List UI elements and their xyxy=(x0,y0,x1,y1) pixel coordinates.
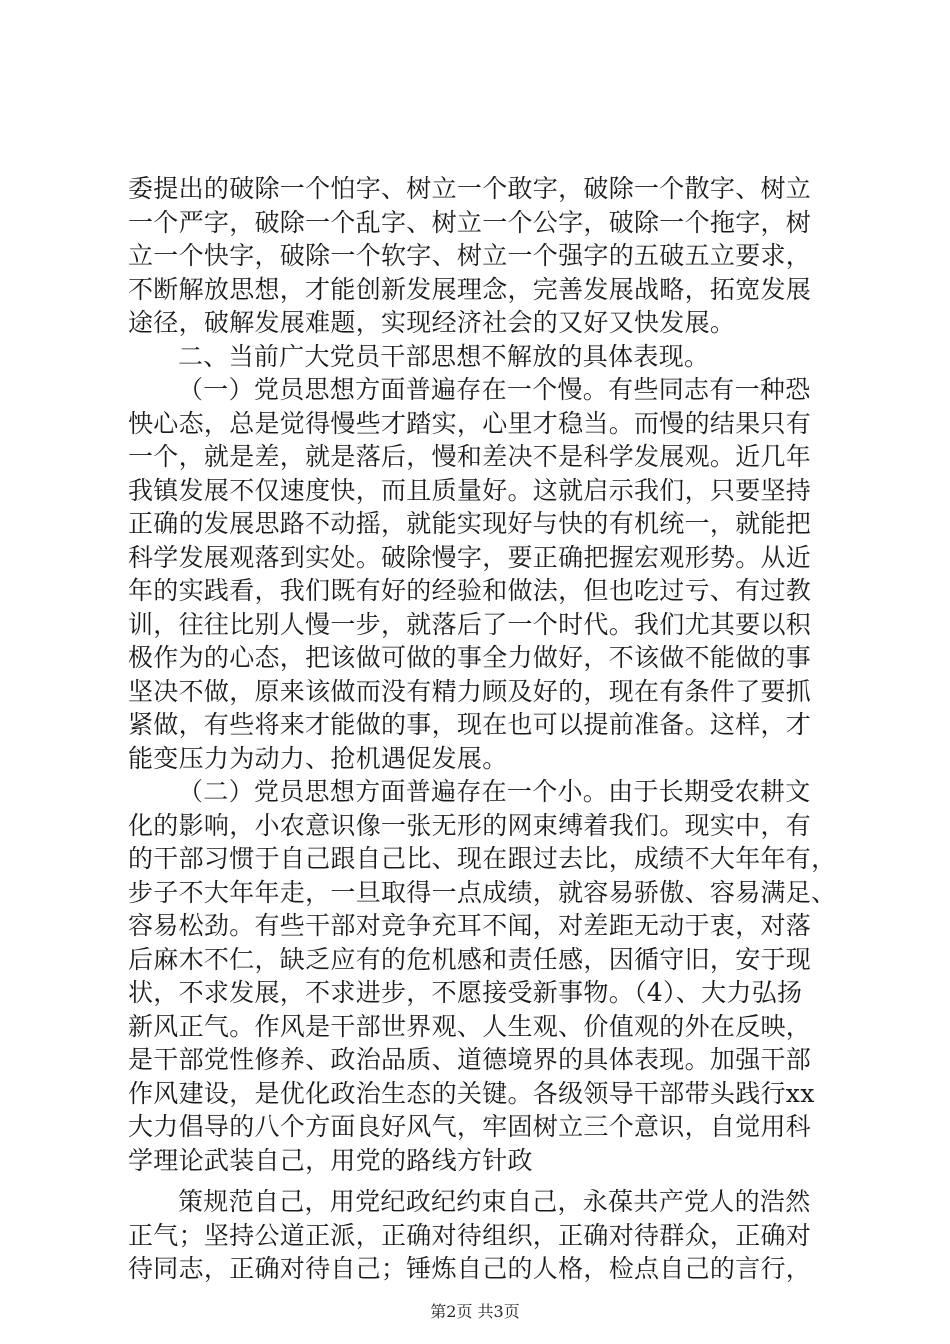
text-line: 委提出的破除一个怕字、树立一个敢字，破除一个散字、树立 xyxy=(128,174,812,203)
text-line: 策规范自己，用党纪政纪约束自己，永葆共产党人的浩然 xyxy=(178,1187,811,1216)
text-line: 一个严字，破除一个乱字、树立一个公字，破除一个拖字，树 xyxy=(128,207,812,237)
text-line: 容易松劲。有些干部对竞争充耳不闻，对差距无动于衷，对落 xyxy=(128,911,812,940)
page-footer: 第2页 共3页 xyxy=(430,1302,520,1321)
text-line: 状，不求发展，不求进步，不愿接受新事物。（4）、大力弘扬 xyxy=(128,978,803,1007)
text-line: 紧做，有些将来才能做的事，现在也可以提前准备。这样，才 xyxy=(128,710,812,739)
text-line: 大力倡导的八个方面良好风气，牢固树立三个意识，自觉用科 xyxy=(128,1112,812,1141)
text-line: 科学发展观落到实处。破除慢字，要正确把握宏观形势。从近 xyxy=(128,542,812,572)
text-line: 是干部党性修养、政治品质、道德境界的具体表现。加强干部 xyxy=(128,1045,812,1074)
body-text xyxy=(128,172,837,1286)
text-line: 立一个快字，破除一个软字、树立一个强字的五破五立要求， xyxy=(128,241,812,270)
text-line: 训，往往比别人慢一步，就落后了一个时代。我们尤其要以积 xyxy=(128,609,812,639)
text-line: （一）党员思想方面普遍存在一个慢。有些同志有一种恐 xyxy=(178,375,811,404)
text-line: 能变压力为动力、抢机遇促发展。 xyxy=(128,743,508,773)
text-line: 新风正气。作风是干部世界观、人生观、价值观的外在反映， xyxy=(128,1011,812,1041)
text-line: （二）党员思想方面普遍存在一个小。由于长期受农耕文 xyxy=(178,777,811,806)
text-line: 二、当前广大党员干部思想不解放的具体表现。 xyxy=(178,341,710,371)
text-line: 的干部习惯于自己跟自己比、现在跟过去比，成绩不大年年有， xyxy=(128,844,837,873)
text-line: 年的实践看，我们既有好的经验和做法，但也吃过亏、有过教 xyxy=(128,576,812,605)
text-line: 不断解放思想，才能创新发展理念，完善发展战略，拓宽发展 xyxy=(128,274,812,304)
text-line: 化的影响，小农意识像一张无形的网束缚着我们。现实中，有 xyxy=(128,810,812,840)
text-line: 正气；坚持公道正派，正确对待组织，正确对待群众，正确对 xyxy=(128,1220,812,1250)
text-line: 坚决不做，原来该做而没有精力顾及好的，现在有条件了要抓 xyxy=(128,676,812,706)
text-line: 步子不大年年走，一旦取得一点成绩，就容易骄傲、容易满足、 xyxy=(128,877,837,907)
text-line: 待同志，正确对待自己；锤炼自己的人格，检点自己的言行， xyxy=(128,1254,812,1283)
text-line: 学理论武装自己，用党的路线方针政 xyxy=(128,1145,533,1175)
text-line: 途径，破解发展难题，实现经济社会的又好又快发展。 xyxy=(128,308,736,337)
text-line: 作风建设，是优化政治生态的关键。各级领导干部带头践行xx xyxy=(128,1078,815,1108)
text-line: 怏心态，总是觉得慢些才踏实，心里才稳当。而慢的结果只有 xyxy=(128,408,812,438)
text-line: 正确的发展思路不动摇，就能实现好与快的有机统一，就能把 xyxy=(128,509,812,538)
text-line: 我镇发展不仅速度快，而且质量好。这就启示我们，只要坚持 xyxy=(128,475,812,505)
text-line: 极作为的心态，把该做可做的事全力做好，不该做不能做的事 xyxy=(128,643,812,672)
text-line: 一个，就是差，就是落后，慢和差决不是科学发展观。近几年 xyxy=(128,442,812,471)
text-line: 后麻木不仁，缺乏应有的危机感和责任感，因循守旧，安于现 xyxy=(128,944,812,974)
